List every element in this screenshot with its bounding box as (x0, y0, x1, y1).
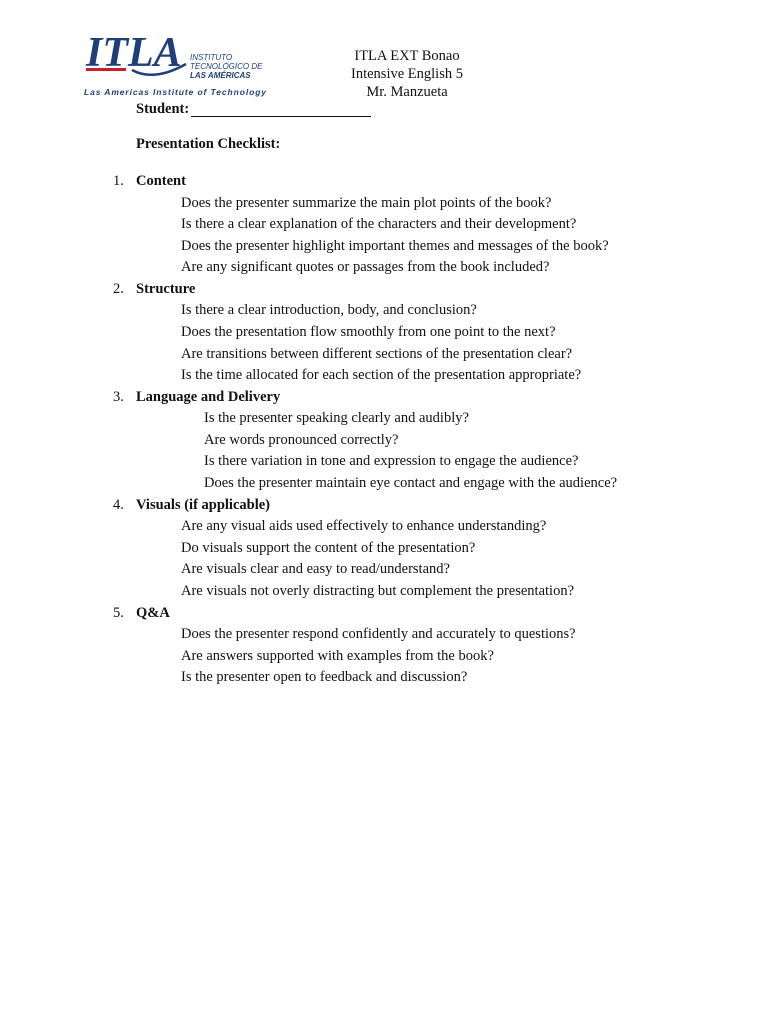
logo-line-2: TECNOLÓGICO DE (190, 62, 263, 71)
section-heading (0, 604, 768, 626)
school-name: ITLA EXT Bonao (354, 48, 460, 64)
checklist-question: Does the presenter maintain eye contact and engage with the audience? (204, 475, 618, 492)
checklist-question: Does the presenter highlight important themes and messages of the book? (181, 237, 609, 254)
section-number: 1. (113, 173, 124, 189)
section-number: 3. (113, 388, 124, 405)
logo-line-1: INSTITUTO (190, 53, 233, 62)
section-structure (0, 280, 768, 388)
checklist-question: Do visuals support the content of the presentation? (181, 539, 476, 556)
checklist-question: Are visuals not overly distracting but complement the presentation? (181, 582, 575, 599)
checklist-question: Are any visual aids used effectively to enhance understanding? (181, 518, 547, 535)
checklist-question: Are transitions between different sections of the presentation clear? (181, 345, 573, 362)
logo-line-3: LAS AMÉRICAS (190, 71, 251, 80)
section-heading (0, 280, 768, 302)
course-name: Intensive English 5 (351, 66, 463, 82)
student-label: Student: (136, 101, 190, 117)
document-header (300, 47, 514, 101)
section-language-delivery (0, 388, 768, 496)
checklist-question: Are any significant quotes or passages from the book included? (181, 259, 550, 276)
section-title: Q&A (136, 604, 170, 621)
section-visuals (0, 496, 768, 604)
logo-subtitle: Las Americas Institute of Technology (84, 87, 267, 97)
section-qa (0, 604, 768, 690)
logo-acronym: ITLA (86, 30, 182, 76)
checklist-question: Does the presenter respond confidently and accurately to questions? (181, 626, 576, 642)
section-heading (0, 388, 768, 410)
checklist-question: Is the presenter speaking clearly and audibly? (204, 410, 469, 427)
section-title: Structure (136, 280, 196, 297)
checklist-question: Is the presenter open to feedback and discussion? (181, 669, 468, 686)
section-number: 5. (113, 604, 124, 621)
checklist-sections (0, 172, 768, 690)
checklist-title: Presentation Checklist: (136, 136, 281, 152)
teacher-name: Mr. Manzueta (366, 84, 448, 100)
checklist-question: Does the presentation flow smoothly from one point to the next? (181, 323, 556, 340)
checklist-question: Are visuals clear and easy to read/understand? (181, 561, 450, 578)
section-content (0, 172, 768, 280)
section-number: 2. (113, 280, 124, 297)
checklist-question: Is there variation in tone and expression to engage the audience? (204, 453, 579, 470)
checklist-question: Is there a clear introduction, body, and conclusion? (181, 302, 477, 319)
student-name-blank[interactable] (191, 101, 371, 117)
section-heading (0, 496, 768, 518)
checklist-question: Is there a clear explanation of the characters and their development? (181, 216, 577, 233)
section-heading (0, 172, 768, 194)
section-title: Visuals (if applicable) (136, 496, 271, 513)
checklist-question: Does the presenter summarize the main plot points of the book? (181, 194, 552, 211)
checklist-question: Are words pronounced correctly? (204, 431, 399, 448)
section-title: Language and Delivery (136, 388, 281, 405)
itla-logo-mark (84, 30, 274, 86)
itla-logo (84, 30, 274, 100)
section-title: Content (136, 173, 186, 189)
student-field (136, 101, 371, 118)
checklist-question: Is the time allocated for each section of the presentation appropriate? (181, 367, 582, 384)
checklist-question: Are answers supported with examples from the book? (181, 647, 494, 664)
section-number: 4. (113, 496, 124, 513)
